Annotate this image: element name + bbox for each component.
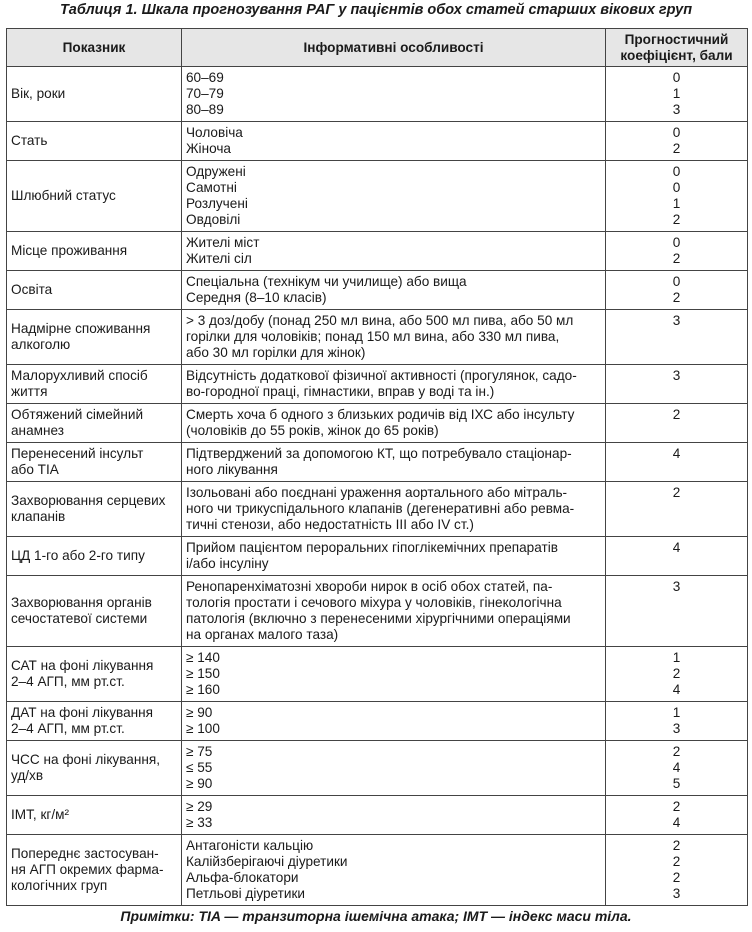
score-value: 0 <box>672 70 681 85</box>
header-features: Інформативні особливості <box>182 29 606 67</box>
feature-line: (чоловіків до 55 років, жінок до 65 років) <box>186 423 439 438</box>
feature-line: патологія (включно з перенесеними хірургічними операціями <box>186 611 571 626</box>
score-cell <box>606 365 748 404</box>
score-cell <box>606 232 748 271</box>
feature-line: 80–89 <box>186 102 224 117</box>
features-cell <box>182 835 606 906</box>
header-indicator: Показник <box>7 29 182 67</box>
features-cell <box>182 702 606 741</box>
indicator-line: 2–4 АГП, мм рт.ст. <box>11 674 125 689</box>
feature-line: Одружені <box>186 164 246 179</box>
score-value: 4 <box>672 815 681 830</box>
indicator-line: Попереднє застосуван- <box>11 846 159 861</box>
score-cell <box>606 576 748 647</box>
score-value: 3 <box>672 368 681 383</box>
indicator-cell <box>7 796 182 835</box>
score-value: 0 <box>672 164 681 179</box>
table-row <box>7 647 748 702</box>
feature-line: тологія простати і сечового міхура у чоловіків, гінекологічна <box>186 595 562 610</box>
score-value: 3 <box>672 313 681 328</box>
table-row <box>7 576 748 647</box>
indicator-line: 2–4 АГП, мм рт.ст. <box>11 721 125 736</box>
score-cell <box>606 537 748 576</box>
table-row <box>7 232 748 271</box>
indicator-line: анамнез <box>11 423 64 438</box>
score-value: 2 <box>672 799 681 814</box>
feature-line: ного лікування <box>186 462 278 477</box>
indicator-line: Освіта <box>11 282 53 297</box>
indicator-cell <box>7 647 182 702</box>
score-value: 4 <box>672 446 681 461</box>
table-row <box>7 537 748 576</box>
feature-line: Розлучені <box>186 196 248 211</box>
features-cell <box>182 443 606 482</box>
feature-line: ≥ 29 <box>186 799 213 814</box>
table-row <box>7 443 748 482</box>
score-cell <box>606 647 748 702</box>
features-cell <box>182 122 606 161</box>
features-cell <box>182 647 606 702</box>
feature-line: Жителі сіл <box>186 251 252 266</box>
indicator-line: Стать <box>11 133 48 148</box>
score-value: 2 <box>672 290 681 305</box>
table-row <box>7 67 748 122</box>
indicator-line: ІМТ, кг/м² <box>11 807 70 822</box>
feature-line: Відсутність додаткової фізичної активності (прогулянок, садо- <box>186 368 577 383</box>
features-cell <box>182 576 606 647</box>
feature-line: і/або інсуліну <box>186 556 269 571</box>
score-cell <box>606 67 748 122</box>
features-cell <box>182 310 606 365</box>
feature-line: ≥ 75 <box>186 744 213 759</box>
feature-line: на органах малого таза) <box>186 627 339 642</box>
feature-line: Прийом пацієнтом пероральних гіпоглікемічних препаратів <box>186 540 558 555</box>
indicator-cell <box>7 702 182 741</box>
table-row <box>7 122 748 161</box>
feature-line: ≥ 90 <box>186 776 213 791</box>
indicator-cell <box>7 404 182 443</box>
indicator-line: ня АГП окремих фарма- <box>11 862 164 877</box>
feature-line: Альфа-блокатори <box>186 870 299 885</box>
feature-line: ≥ 33 <box>186 815 213 830</box>
features-cell <box>182 741 606 796</box>
feature-line: Ізольовані або поєднані ураження аортального або мітраль- <box>186 485 568 500</box>
score-cell <box>606 443 748 482</box>
features-cell <box>182 537 606 576</box>
indicator-line: ЧСС на фоні лікування, <box>11 752 160 767</box>
feature-line: Чоловіча <box>186 125 243 140</box>
indicator-line: життя <box>11 384 48 399</box>
score-value: 5 <box>672 776 681 791</box>
feature-line: Овдовілі <box>186 212 241 227</box>
indicator-cell <box>7 741 182 796</box>
indicator-line: алкоголю <box>11 337 71 352</box>
score-value: 1 <box>672 86 681 101</box>
table-row <box>7 796 748 835</box>
features-cell <box>182 365 606 404</box>
indicator-line: Малорухливий спосіб <box>11 368 148 383</box>
feature-line: Антагоністи кальцію <box>186 838 314 853</box>
indicator-line: Місце проживання <box>11 243 128 258</box>
score-cell <box>606 122 748 161</box>
score-value: 4 <box>672 540 681 555</box>
score-value: 3 <box>672 886 681 901</box>
feature-line: 70–79 <box>186 86 224 101</box>
indicator-line: або TIA <box>11 462 59 477</box>
score-value: 4 <box>672 682 681 697</box>
feature-line: Середня (8–10 класів) <box>186 290 327 305</box>
features-cell <box>182 796 606 835</box>
feature-line: Жіноча <box>186 141 231 156</box>
feature-line: Підтверджений за допомогою КТ, що потребувало стаціонар- <box>186 446 572 461</box>
feature-line: Калійзберігаючі діуретики <box>186 854 348 869</box>
indicator-cell <box>7 310 182 365</box>
features-cell <box>182 271 606 310</box>
features-cell <box>182 161 606 232</box>
indicator-line: Вік, роки <box>11 86 66 101</box>
score-value: 0 <box>672 274 681 289</box>
indicator-cell <box>7 122 182 161</box>
table-row <box>7 404 748 443</box>
score-cell <box>606 161 748 232</box>
indicator-line: Шлюбний статус <box>11 188 116 203</box>
features-cell <box>182 404 606 443</box>
feature-line: ≥ 100 <box>186 721 220 736</box>
score-value: 2 <box>672 141 681 156</box>
score-value: 2 <box>672 485 681 500</box>
score-cell <box>606 482 748 537</box>
indicator-line: сечостатевої системи <box>11 611 148 626</box>
score-value: 3 <box>672 721 681 736</box>
indicator-line: кологічних груп <box>11 878 108 893</box>
score-cell <box>606 796 748 835</box>
table-note: Примітки: TIA — транзиторна ішемічна атака; ІМТ — індекс маси тіла. <box>120 908 632 924</box>
score-value: 1 <box>672 650 681 665</box>
feature-line: Петльові діуретики <box>186 886 306 901</box>
feature-line: ≥ 150 <box>186 666 220 681</box>
feature-line: во-городної праці, гімнастики, вправ у воді та ін.) <box>186 384 495 399</box>
feature-line: > 3 доз/добу (понад 250 мл вина, або 500 мл пива, або 50 мл <box>186 313 574 328</box>
indicator-line: уд/хв <box>11 768 44 783</box>
indicator-line: ЦД 1-го або 2-го типу <box>11 548 145 563</box>
score-cell <box>606 741 748 796</box>
indicator-line: Надмірне споживання <box>11 321 151 336</box>
feature-line: Ренопаренхіматозні хвороби нирок в осіб обох статей, па- <box>186 579 553 594</box>
indicator-line: ДАТ на фоні лікування <box>11 705 154 720</box>
indicator-line: Захворювання органів <box>11 595 152 610</box>
table-header-row <box>7 29 748 67</box>
indicator-cell <box>7 232 182 271</box>
feature-line: тичні стенози, або недостатність ІІІ або IV ст.) <box>186 517 474 532</box>
table-row <box>7 365 748 404</box>
indicator-line: Перенесений інсульт <box>11 446 144 461</box>
indicator-cell <box>7 161 182 232</box>
indicator-cell <box>7 67 182 122</box>
score-value: 0 <box>672 180 681 195</box>
table-row <box>7 835 748 906</box>
score-value: 0 <box>672 125 681 140</box>
indicator-cell <box>7 271 182 310</box>
score-value: 4 <box>672 760 681 775</box>
indicator-cell <box>7 443 182 482</box>
indicator-line: САТ на фоні лікування <box>11 658 154 673</box>
score-cell <box>606 310 748 365</box>
table-row <box>7 161 748 232</box>
table-title: Таблиця 1. Шкала прогнозування РАГ у пацієнтів обох статей старших вікових груп <box>59 2 693 18</box>
table-row <box>7 482 748 537</box>
score-value: 3 <box>672 102 681 117</box>
feature-line: 60–69 <box>186 70 224 85</box>
indicator-cell <box>7 576 182 647</box>
score-cell <box>606 835 748 906</box>
feature-line: Самотні <box>186 180 237 195</box>
features-cell <box>182 482 606 537</box>
score-value: 3 <box>672 579 681 594</box>
score-value: 2 <box>672 407 681 422</box>
indicator-cell <box>7 835 182 906</box>
score-value: 1 <box>672 705 681 720</box>
feature-line: ≥ 160 <box>186 682 220 697</box>
prognosis-table <box>6 28 748 906</box>
indicator-line: Обтяжений сімейний <box>11 407 144 422</box>
feature-line: горілки для чоловіків; понад 150 мл вина, або 330 мл пива, <box>186 329 560 344</box>
score-value: 2 <box>672 838 681 853</box>
score-value: 2 <box>672 854 681 869</box>
indicator-cell <box>7 482 182 537</box>
table-row <box>7 271 748 310</box>
table-row <box>7 310 748 365</box>
feature-line: ≥ 90 <box>186 705 213 720</box>
features-cell <box>182 232 606 271</box>
indicator-cell <box>7 365 182 404</box>
feature-line: або 30 мл горілки для жінок) <box>186 345 366 360</box>
feature-line: Смерть хоча б одного з близьких родичів від ІХС або інсульту <box>186 407 575 422</box>
score-value: 2 <box>672 251 681 266</box>
score-value: 2 <box>672 666 681 681</box>
table-body <box>7 67 748 906</box>
features-cell <box>182 67 606 122</box>
table-row <box>7 702 748 741</box>
feature-line: Спеціальна (технікум чи училище) або вища <box>186 274 467 289</box>
score-value: 1 <box>672 196 681 211</box>
score-cell <box>606 702 748 741</box>
score-value: 0 <box>672 235 681 250</box>
indicator-line: клапанів <box>11 509 66 524</box>
header-score: Прогностичний коефіцієнт, бали <box>606 29 748 67</box>
score-cell <box>606 271 748 310</box>
score-value: 2 <box>672 212 681 227</box>
score-value: 2 <box>672 744 681 759</box>
table-row <box>7 741 748 796</box>
feature-line: ≥ 140 <box>186 650 220 665</box>
indicator-line: Захворювання серцевих <box>11 493 166 508</box>
score-value: 2 <box>672 870 681 885</box>
feature-line: ного чи трикуспідального клапанів (дегенеративні або ревма- <box>186 501 575 516</box>
feature-line: ≤ 55 <box>186 760 213 775</box>
feature-line: Жителі міст <box>186 235 260 250</box>
score-cell <box>606 404 748 443</box>
indicator-cell <box>7 537 182 576</box>
